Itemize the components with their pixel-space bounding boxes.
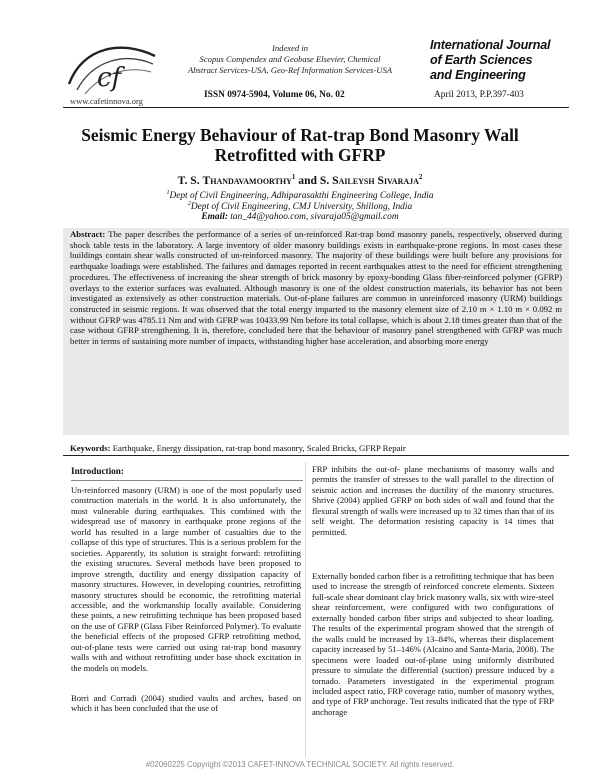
abstract xyxy=(70,229,562,347)
journal-name-line: International Journal xyxy=(430,38,551,52)
col2-paragraph-1: FRP inhibits the out-of- plane mechanisms of masonry walls and permits the transfer of stresses to the wall parallel to the direction of seismic action and increases the ductility of the masonry structures. Shrive (2004) applied GFRP on both sides of wall and found that the flexural strength of walls were increased up to 32 times than that of its self weight. The deformation resisting capacity is 14 times that permitted. xyxy=(312,464,554,537)
affiliation-1 xyxy=(60,190,540,201)
abstract-text: The paper describes the performance of a series of un-reinforced Rat-trap bond masonry panels, respectively, observed during shock table tests in the laboratory. A large inventory of older masonry buildings exists in earthquake-prone regions. In most cases these buildings contain shear walls constructed of un-reinforced masonry. The majority of these buildings were built before any provisions for earthquake loadings were established. The failures and damages reported in recent earthquakes attest to the need for efficient strengthening procedures. The effectiveness of increasing the shear strength of brick masonry by epoxy-bonding Glass fiber-reinforced polymer (GFRP) overlays to the exterior surfaces was evaluated. Although masonry is one of the oldest construction materials, its behavior has not been investigated as extensively as other construction materials. Out-of-plane failures are common in unreinforced masonry (URM) buildings constructed in seismic regions. It was observed that the total energy imparted to the masonry element size of 2.10 m × 1.10 m × 0.092 m without GFRP was 4785.11 Nm and with GFRP was 10433.99 Nm before its total collapse, which is about 2.18 times greater than that of the case without GFRP strengthening. It is, therefore, concluded here that the behaviour of masonry panel strengthened with GFRP was much better in terms of sustaining more number of impacts, withstanding higher base acceleration, and absorbing more energy xyxy=(70,229,562,347)
email-label: Email: xyxy=(201,212,228,222)
logo-letters: cf xyxy=(97,63,122,93)
journal-url[interactable]: www.cafetinnova.org xyxy=(70,96,143,106)
indexed-line: Abstract Services-USA, Geo-Ref Information Services-USA xyxy=(187,65,393,75)
intro-paragraph-2: Borri and Corradi (2004) studied vaults and arches, based on which it has been concluded that the use of xyxy=(71,693,301,714)
aff2-text: Dept of Civil Engineering, CMJ University, Shillong, India xyxy=(190,202,413,213)
column-divider xyxy=(305,462,306,757)
aff1-text: Dept of Civil Engineering, Adhiparasakthi Engineering College, India xyxy=(169,191,434,202)
author2-sup: 2 xyxy=(418,173,423,181)
journal-name xyxy=(430,38,570,83)
indexing-info xyxy=(170,43,410,76)
intro-paragraph-1: Un-reinforced masonry (URM) is one of the most popularly used construction materials in the world. It is also unfortunately, the most vulnerable during earthquakes. This combined with the widespread use of masonry in earthquake prone regions of the world has resulted in a large number of casualties due to the collapse of this type of structures. This is a serious problem for the societies. Apparently, its solution is straight forward: retrofitting the existing structures. Several methods have been proposed to improve strength, ductility and energy dissipation capacity of masonry structures. However, in developing countries, retrofitting masonry structures should be economic, the retrofitting material accessible, and the workmanship locally available. Considering these points, a new retrofitting technique has been proposed based on the use of GFRP (Glass Fiber Reinforced Polymer). To evaluate the beneficial effects of the proposed GFRP retrofitting method, out-of-plane tests were carried out using rat-trap bond masonry walls with and without retrofitting under base shock excitation in the models on models. xyxy=(71,485,301,673)
copyright-footer: #02060225 Copyright ©2013 CAFET-INNOVA TECHNICAL SOCIETY. All rights reserved. xyxy=(145,760,455,769)
affiliation-2 xyxy=(60,201,540,212)
keywords-label: Keywords: xyxy=(70,443,111,453)
author2-surname: Saileysh Sivaraja xyxy=(332,173,419,187)
header-divider xyxy=(63,107,569,108)
title-line-2: Retrofitted with GFRP xyxy=(214,145,386,165)
author2-initials: S. xyxy=(319,173,333,187)
journal-name-line: of Earth Sciences xyxy=(430,53,533,67)
keywords-divider xyxy=(63,455,569,456)
author1-initials: T. S. xyxy=(177,173,203,187)
aff2-sup: 2 xyxy=(187,201,191,207)
introduction-heading: Introduction: xyxy=(71,466,303,481)
abstract-label: Abstract: xyxy=(70,229,106,239)
author-conjunction: and xyxy=(295,173,320,187)
journal-name-line: and Engineering xyxy=(430,68,526,82)
journal-logo xyxy=(63,42,161,98)
keywords xyxy=(70,443,565,453)
indexed-line: Indexed in xyxy=(271,43,309,53)
indexed-line: Scopus Compendex and Geobase Elsevier, Chemical xyxy=(199,54,381,64)
issn-volume: ISSN 0974-5904, Volume 06, No. 02 xyxy=(204,90,345,100)
aff1-sup: 1 xyxy=(166,190,170,196)
author1-sup: 1 xyxy=(291,173,296,181)
author-emails[interactable] xyxy=(60,212,540,222)
email-text[interactable]: tan_44@yahoo.com, sivaraja05@gmail.com xyxy=(227,212,399,222)
author1-surname: Thandavamoorthy xyxy=(202,173,292,187)
paper-title xyxy=(60,125,540,165)
authors xyxy=(60,173,540,187)
col2-paragraph-2: Externally bonded carbon fiber is a retrofitting technique that has been used to increase the strength of reinforced concrete elements. Sixteen full-scale shear dominant clay brick masonry walls, six with wire-steel shear reinforcement, were configured with two configurations of externally bonded carbon fiber strips and subjected to shear loading. The results of the experimental program showed that the strength of the walls could be increased by 13–84%, whereas their displacement capacity increased by 51–146% (Alcaino and Santa-Maria, 2008). The specimens were loaded out-of-plane using uniformly distributed pressure to simulate the differential (suction) pressure induced by a tornado. Parameters investigated in the experimental program included aspect ratio, FRP coverage ratio, number of masonry wythes, and type of FRP anchorage. Test results indicated that the type of FRP anchorage xyxy=(312,571,554,717)
date-pages: April 2013, P.P.397-403 xyxy=(434,90,524,100)
keywords-text: Earthquake, Energy dissipation, rat-trap bond masonry, Scaled Bricks, GFRP Repair xyxy=(110,443,406,453)
title-line-1: Seismic Energy Behaviour of Rat-trap Bond Masonry Wall xyxy=(81,125,519,145)
